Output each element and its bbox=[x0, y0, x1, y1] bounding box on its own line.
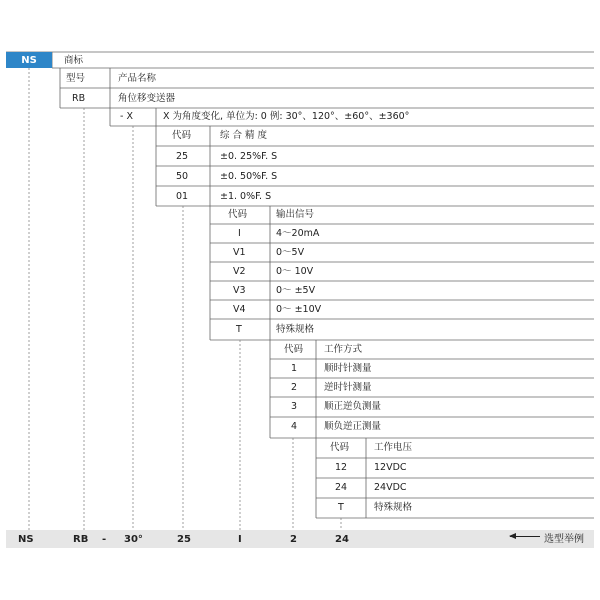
brand-label: 商标 bbox=[64, 55, 84, 66]
output-code-3: V3 bbox=[233, 285, 246, 296]
output-header-title: 输出信号 bbox=[276, 209, 315, 220]
model-label: 型号 bbox=[66, 73, 86, 84]
output-value-1: 0～5V bbox=[276, 247, 305, 258]
output-value-0: 4～20mA bbox=[276, 228, 320, 239]
voltage-value-0: 12VDC bbox=[374, 462, 407, 473]
brand-code: NS bbox=[21, 54, 37, 66]
voltage-code-2: T bbox=[338, 502, 344, 513]
example-rb: RB bbox=[73, 534, 89, 545]
example-dash: - bbox=[102, 534, 107, 545]
mode-header-title: 工作方式 bbox=[324, 344, 363, 355]
example-ns: NS bbox=[18, 534, 34, 545]
mode-code-2: 3 bbox=[291, 401, 298, 412]
accuracy-value-1: ±0. 50%F. S bbox=[220, 171, 278, 182]
model-code: RB bbox=[72, 93, 86, 104]
mode-header-code: 代码 bbox=[284, 344, 304, 355]
mode-value-1: 逆时针测量 bbox=[324, 382, 372, 393]
mode-value-0: 顺时针测量 bbox=[324, 363, 372, 374]
accuracy-header-code: 代码 bbox=[172, 130, 192, 141]
mode-value-2: 顺正逆负测量 bbox=[324, 401, 382, 412]
mode-code-3: 4 bbox=[291, 421, 298, 432]
output-code-0: I bbox=[238, 228, 241, 239]
voltage-code-0: 12 bbox=[335, 462, 348, 473]
mode-code-0: 1 bbox=[291, 363, 298, 374]
accuracy-code-2: 01 bbox=[176, 191, 189, 202]
mode-code-1: 2 bbox=[291, 382, 298, 393]
output-header-code: 代码 bbox=[228, 209, 248, 220]
voltage-value-1: 24VDC bbox=[374, 482, 407, 493]
example-label: 选型举例 bbox=[544, 534, 584, 545]
selection-example-bar bbox=[6, 530, 594, 548]
accuracy-value-0: ±0. 25%F. S bbox=[220, 151, 278, 162]
example-output: I bbox=[238, 534, 242, 545]
accuracy-header-title: 综 合 精 度 bbox=[220, 130, 268, 141]
output-code-5: T bbox=[236, 324, 242, 335]
output-code-2: V2 bbox=[233, 266, 246, 277]
output-value-4: 0～ ±10V bbox=[276, 304, 322, 315]
angle-description: X 为角度变化, 单位为: 0 例: 30°、120°、±60°、±360° bbox=[163, 111, 410, 122]
brand-code-badge bbox=[6, 52, 52, 68]
voltage-code-1: 24 bbox=[335, 482, 348, 493]
mode-value-3: 顺负逆正测量 bbox=[324, 421, 382, 432]
output-value-2: 0～ 10V bbox=[276, 266, 314, 277]
product-name: 角位移变送器 bbox=[118, 93, 176, 104]
angle-code: - X bbox=[120, 111, 133, 122]
example-accuracy: 25 bbox=[177, 534, 191, 545]
accuracy-value-2: ±1. 0%F. S bbox=[220, 191, 272, 202]
accuracy-code-0: 25 bbox=[176, 151, 189, 162]
example-voltage: 24 bbox=[335, 534, 349, 545]
product-name-label: 产品名称 bbox=[118, 73, 157, 84]
voltage-header-title: 工作电压 bbox=[374, 442, 413, 453]
arrow-left-icon bbox=[510, 536, 540, 537]
accuracy-code-1: 50 bbox=[176, 171, 189, 182]
output-value-3: 0～ ±5V bbox=[276, 285, 316, 296]
output-code-4: V4 bbox=[233, 304, 246, 315]
example-mode: 2 bbox=[290, 534, 297, 545]
voltage-value-2: 特殊规格 bbox=[374, 502, 413, 513]
output-value-5: 特殊规格 bbox=[276, 324, 315, 335]
voltage-header-code: 代码 bbox=[330, 442, 350, 453]
example-angle: 30° bbox=[124, 534, 143, 545]
output-code-1: V1 bbox=[233, 247, 246, 258]
